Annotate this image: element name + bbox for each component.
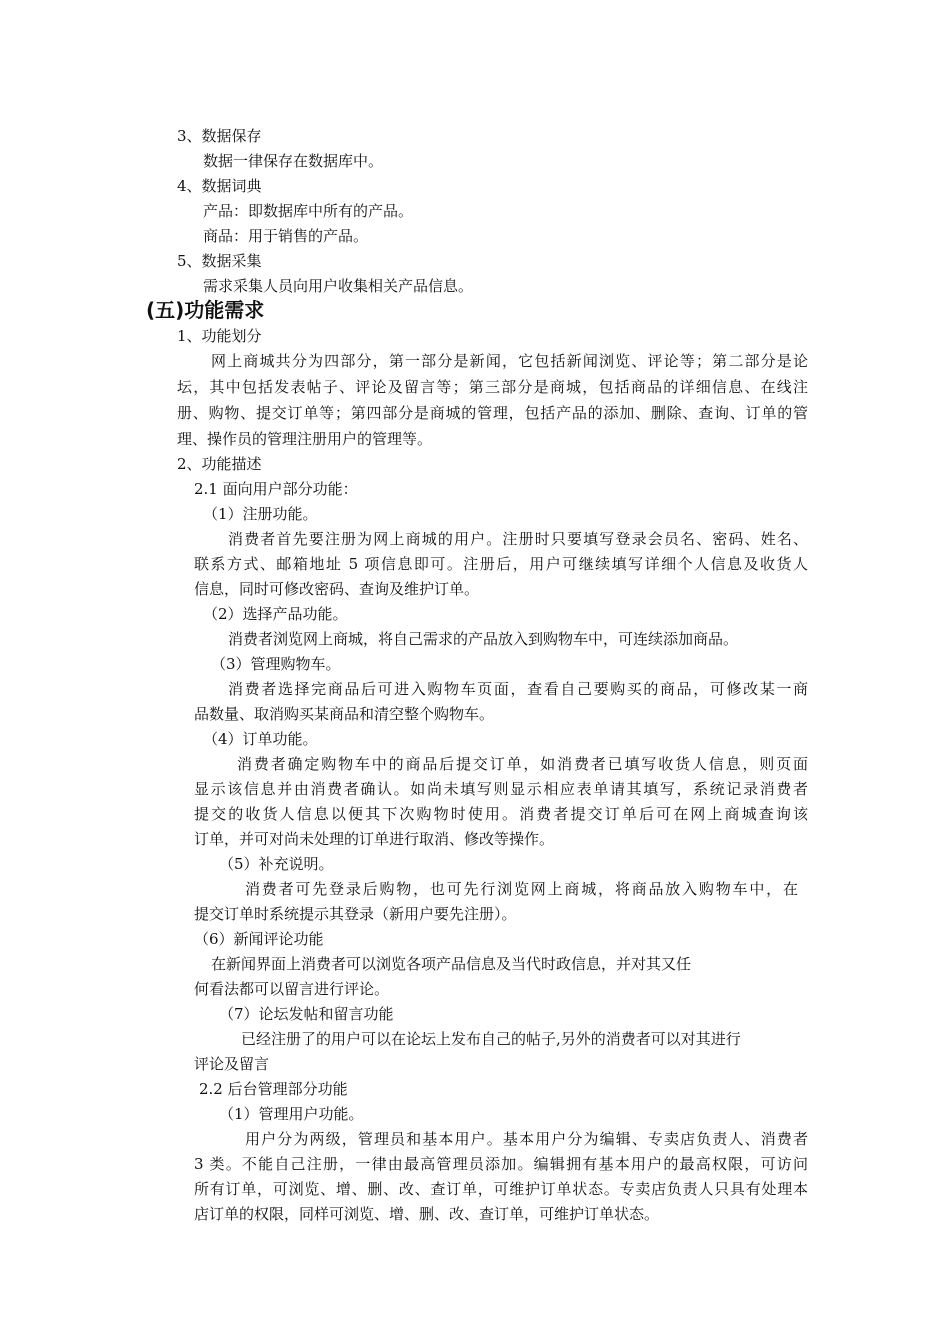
paragraph-line: 订单，并可对尚未处理的订单进行取消、修改等操作。 <box>194 830 555 848</box>
paragraph-line: 已经注册了的用户可以在论坛上发布自己的帖子,另外的消费者可以对其进行 <box>241 1030 741 1048</box>
paragraph-line: 提交的收货人信息以便其下次购物时使用。消费者提交订单后可在网上商城查询该 <box>194 805 808 823</box>
paragraph-line: 消费者可先登录后购物，也可先行浏览网上商城，将商品放入购物车中，在 <box>245 880 798 898</box>
item-heading: （5）补充说明。 <box>219 855 334 873</box>
item-heading: （3）管理购物车。 <box>211 655 341 673</box>
paragraph-line: 信息，同时可修改密码、查询及维护订单。 <box>194 580 480 598</box>
paragraph-line: 提交订单时系统提示其登录（新用户要先注册）。 <box>194 905 517 923</box>
paragraph-line: 消费者确定购物车中的商品后提交订单，如消费者已填写收货人信息，则页面 <box>237 755 808 773</box>
section-heading: 2、功能描述 <box>177 455 262 473</box>
paragraph-line: 评论及留言 <box>194 1055 270 1073</box>
item-heading: （1）管理用户功能。 <box>219 1105 364 1123</box>
paragraph-line: 消费者选择完商品后可进入购物车页面，查看自己要购买的商品，可修改某一商 <box>228 680 808 698</box>
section-heading-data-collection: 5、数据采集 <box>177 252 262 270</box>
paragraph-line: 何看法都可以留言进行评论。 <box>194 980 390 998</box>
paragraph-line: 品数量、取消购买某商品和清空整个购物车。 <box>194 705 495 723</box>
section-heading: 1、功能划分 <box>177 327 262 345</box>
subsection-heading: 2.2 后台管理部分功能 <box>199 1080 348 1098</box>
item-heading: （4）订单功能。 <box>203 730 318 748</box>
paragraph-line: 需求采集人员向用户收集相关产品信息。 <box>203 277 474 295</box>
paragraph-line: 数据一律保存在数据库中。 <box>203 152 384 170</box>
item-heading: （2）选择产品功能。 <box>203 605 348 623</box>
paragraph-line: 3 类。不能自己注册，一律由最高管理员添加。编辑拥有基本用户的最高权限，可访问 <box>194 1155 808 1173</box>
section-heading-data-dictionary: 4、数据词典 <box>177 177 262 195</box>
item-heading: （6）新闻评论功能 <box>194 930 324 948</box>
item-heading: （1）注册功能。 <box>203 505 318 523</box>
chapter-heading: (五)功能需求 <box>146 298 265 322</box>
paragraph-line: 消费者浏览网上商城，将自己需求的产品放入到购物车中，可连续添加商品。 <box>228 630 739 648</box>
paragraph-line: 网上商城共分为四部分，第一部分是新闻，它包括新闻浏览、评论等；第二部分是论 <box>211 352 808 370</box>
paragraph-line: 商品：用于销售的产品。 <box>203 227 369 245</box>
section-heading-data-storage: 3、数据保存 <box>177 127 262 145</box>
subsection-heading: 2.1 面向用户部分功能： <box>194 480 358 498</box>
paragraph-line: 在新闻界面上消费者可以浏览各项产品信息及当代时政信息，并对其又任 <box>211 955 692 973</box>
paragraph-line: 消费者首先要注册为网上商城的用户。注册时只要填写登录会员名、密码、姓名、 <box>228 530 808 548</box>
paragraph-line: 所有订单，可浏览、增、删、改、查订单，可维护订单状态。专卖店负责人只具有处理本 <box>194 1180 808 1198</box>
paragraph-line: 店订单的权限，同样可浏览、增、删、改、查订单，可维护订单状态。 <box>194 1205 660 1223</box>
paragraph-line: 联系方式、邮箱地址 5 项信息即可。注册后，用户可继续填写详细个人信息及收货人 <box>194 555 808 573</box>
paragraph-line: 产品：即数据库中所有的产品。 <box>203 202 414 220</box>
paragraph-line: 坛，其中包括发表帖子、评论及留言等；第三部分是商城，包括商品的详细信息、在线注 <box>177 378 808 396</box>
paragraph-line: 用户分为两级，管理员和基本用户。基本用户分为编辑、专卖店负责人、消费者 <box>245 1130 808 1148</box>
paragraph-line: 理、操作员的管理注册用户的管理等。 <box>177 430 433 448</box>
paragraph-line: 册、购物、提交订单等；第四部分是商城的管理，包括产品的添加、删除、查询、订单的管 <box>177 404 808 422</box>
paragraph-line: 显示该信息并由消费者确认。如尚未填写则显示相应表单请其填写，系统记录消费者 <box>194 780 808 798</box>
item-heading: （7）论坛发帖和留言功能 <box>219 1005 394 1023</box>
